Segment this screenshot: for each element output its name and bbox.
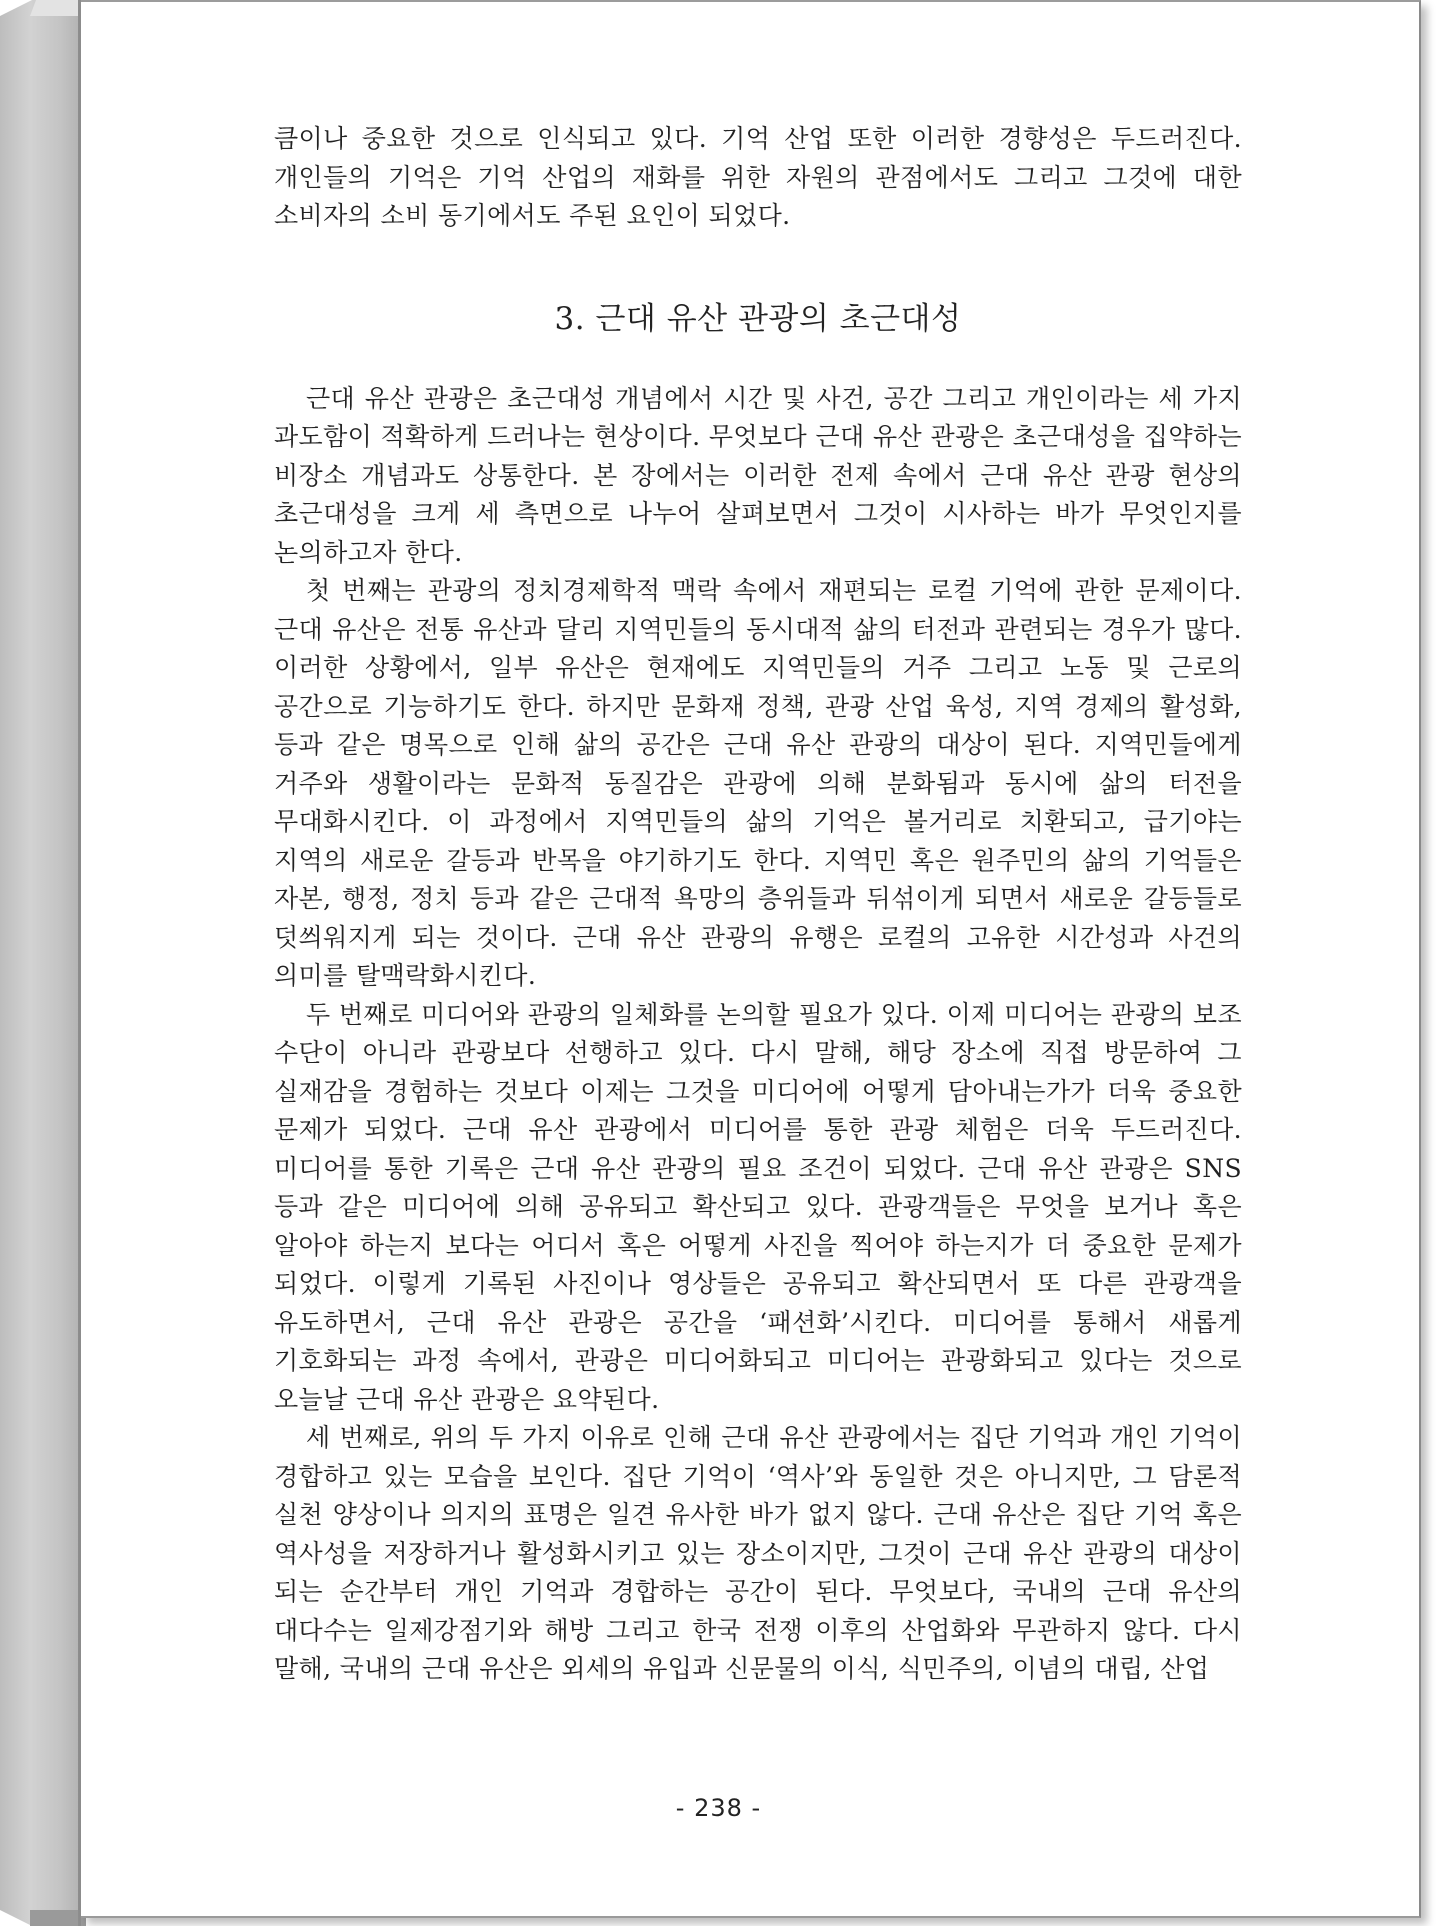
paragraph-second: 두 번째로 미디어와 관광의 일체화를 논의할 필요가 있다. 이제 미디어는 관광의 보조 수단이 아니라 관광보다 선행하고 있다. 다시 말해, 해당 장소에 직접 방문하여 그 실재감을 경험하는 것보다 이제는 그것을 미디어에 어떻게 담아내는가가 더욱 중요한 문제가 되었다. 근대 유산 관광에서 미디어를 통한 관광 체험은 더욱 두드러진다. 미디어를 통한 기록은 근대 유산 관광의 필요 조건이 되었다. 근대 유산 관광은 SNS 등과 같은 미디어에 의해 공유되고 확산되고 있다. 관광객들은 무엇을 보거나 혹은 알아야 하는지 보다는 어디서 혹은 어떻게 사진을 찍어야 하는지가 더 중요한 문제가 되었다. 이렇게 기록된 사진이나 영상들은 공유되고 확산되면서 또 다른 관광객을 유도하면서, 근대 유산 관광은 공간을 ‘패션화’시킨다. 미디어를 통해서 새롭게 기호화되는 과정 속에서, 관광은 미디어화되고 미디어는 관광화되고 있다는 것으로 오늘날 근대 유산 관광은 요약된다. — [274, 999, 1242, 1414]
book-spine — [0, 0, 86, 1926]
paragraph-continued: 큼이나 중요한 것으로 인식되고 있다. 기억 산업 또한 이러한 경향성은 두드러진다. 개인들의 기억은 기억 산업의 재화를 위한 자원의 관점에서도 그리고 그것에 대한 소비자의 소비 동기에서도 주된 요인이 되었다. — [274, 124, 1242, 230]
paragraph-intro: 근대 유산 관광은 초근대성 개념에서 시간 및 사건, 공간 그리고 개인이라는 세 가지 과도함이 적확하게 드러나는 현상이다. 무엇보다 근대 유산 관광은 초근대성을 집약하는 비장소 개념과도 상통한다. 본 장에서는 이러한 전제 속에서 근대 유산 관광 현상의 초근대성을 크게 세 측면으로 나누어 살펴보면서 그것이 시사하는 바가 무엇인지를 논의하고자 한다. — [274, 383, 1242, 567]
page-number: - 238 - — [675, 1794, 762, 1822]
section-heading: 3. 근대 유산 관광의 초근대성 — [554, 300, 962, 337]
page-content — [274, 120, 1242, 1689]
paragraph-first: 첫 번째는 관광의 정치경제학적 맥락 속에서 재편되는 로컬 기억에 관한 문제이다. 근대 유산은 전통 유산과 달리 지역민들의 동시대적 삶의 터전과 관련되는 경우가 많다. 이러한 상황에서, 일부 유산은 현재에도 지역민들의 거주 그리고 노동 및 근로의 공간으로 기능하기도 한다. 하지만 문화재 정책, 관광 산업 육성, 지역 경제의 활성화, 등과 같은 명목으로 인해 삶의 공간은 근대 유산 관광의 대상이 된다. 지역민들에게 거주와 생활이라는 문화적 동질감은 관광에 의해 분화됨과 동시에 삶의 터전을 무대화시킨다. 이 과정에서 지역민들의 삶의 기억은 볼거리로 치환되고, 급기야는 지역의 새로운 갈등과 반목을 야기하기도 한다. 지역민 혹은 원주민의 삶의 기억들은 자본, 행정, 정치 등과 같은 근대적 욕망의 층위들과 뒤섞이게 되면서 새로운 갈등들로 덧씌워지게 되는 것이다. 근대 유산 관광의 유행은 로컬의 고유한 시간성과 사건의 의미를 탈맥락화시킨다. — [274, 576, 1242, 990]
paragraph-third: 세 번째로, 위의 두 가지 이유로 인해 근대 유산 관광에서는 집단 기억과 개인 기억이 경합하고 있는 모습을 보인다. 집단 기억이 ‘역사’와 동일한 것은 아니지만, 그 담론적 실천 양상이나 의지의 표명은 일견 유사한 바가 없지 않다. 근대 유산은 집단 기억 혹은 역사성을 저장하거나 활성화시키고 있는 장소이지만, 그것이 근대 유산 관광의 대상이 되는 순간부터 개인 기억과 경합하는 공간이 된다. 무엇보다, 국내의 근대 유산의 대다수는 일제강점기와 해방 그리고 한국 전쟁 이후의 산업화와 무관하지 않다. 다시 말해, 국내의 근대 유산은 외세의 유입과 신문물의 이식, 식민주의, 이념의 대립, 산업 — [274, 1423, 1242, 1683]
